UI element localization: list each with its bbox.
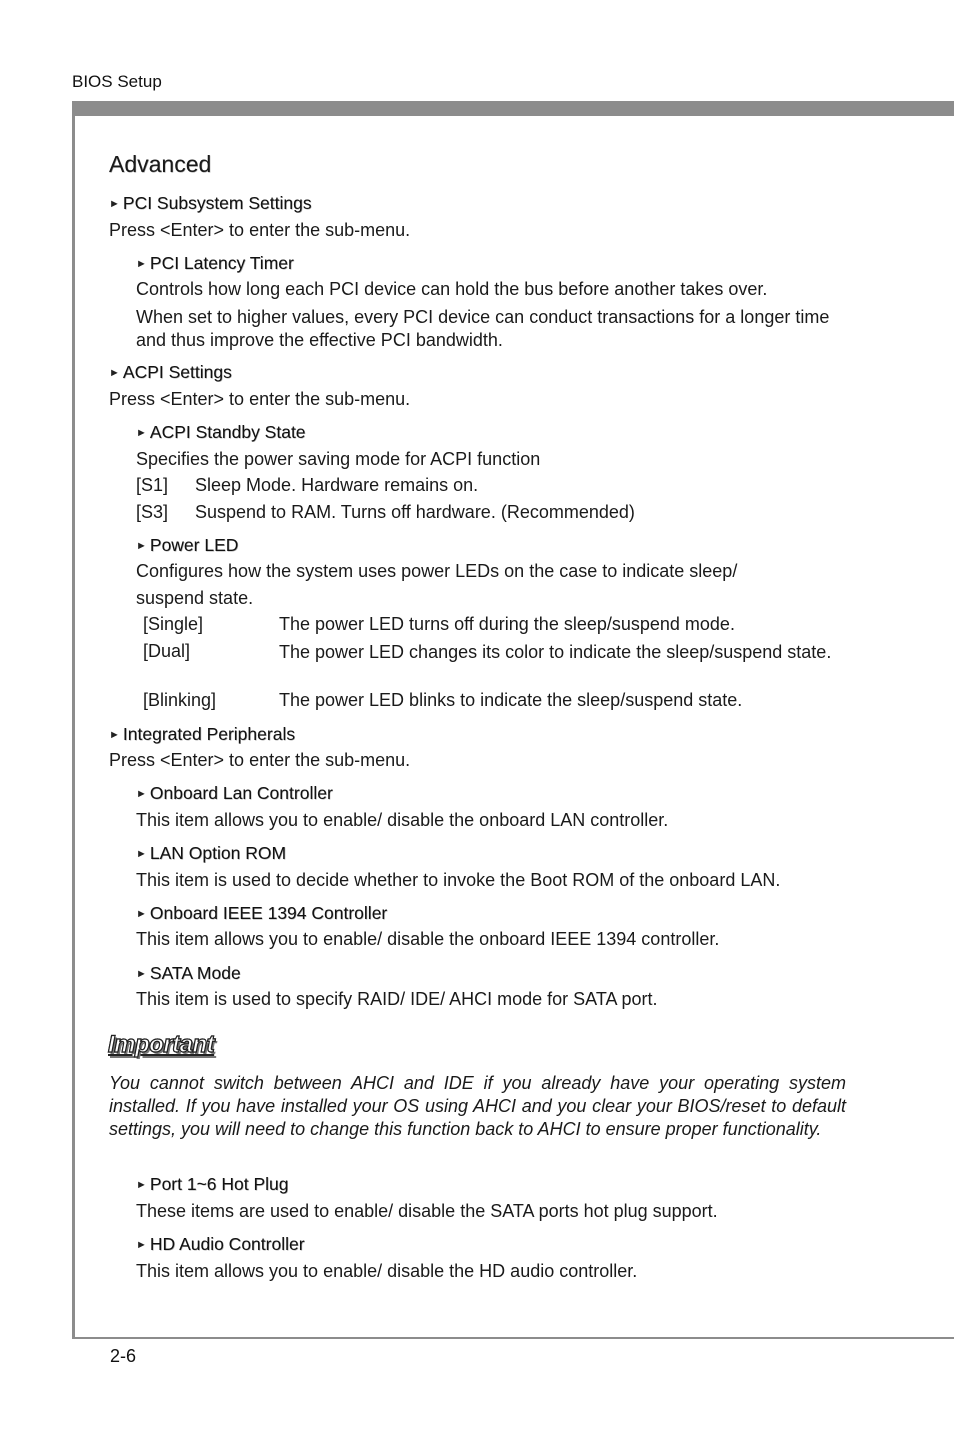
triangle-bullet-icon: ► xyxy=(136,908,147,920)
power-led-option-desc: The power LED changes its color to indicate the sleep/suspend state. xyxy=(279,642,832,662)
onboard-ieee1394-heading-label: Onboard IEEE 1394 Controller xyxy=(149,903,388,923)
power-led-text-line-1: Configures how the system uses power LEDs on the case to indicate sleep/ xyxy=(136,561,738,581)
port-hot-plug-heading-label: Port 1~6 Hot Plug xyxy=(149,1174,289,1194)
pci-latency-heading xyxy=(136,253,294,274)
onboard-ieee1394-heading xyxy=(136,903,387,924)
pci-latency-text-2: When set to higher values, every PCI device can conduct transactions for a longer time and thus improve the effective PCI bandwidth. xyxy=(136,307,830,350)
acpi-option-desc: Suspend to RAM. Turns off hardware. (Recommended) xyxy=(195,502,635,522)
triangle-bullet-icon: ► xyxy=(136,427,147,439)
important-title: Important xyxy=(108,1031,215,1058)
pci-subsystem-text: Press <Enter> to enter the sub-menu. xyxy=(109,220,411,240)
page-number: 2-6 xyxy=(110,1346,137,1366)
triangle-bullet-icon: ► xyxy=(136,788,147,800)
header-title: BIOS Setup xyxy=(72,72,162,91)
pci-latency-text-1: Controls how long each PCI device can hold the bus before another takes over. xyxy=(136,279,768,299)
power-led-heading xyxy=(136,535,238,556)
hd-audio-heading-label: HD Audio Controller xyxy=(149,1234,305,1254)
section-title: Advanced xyxy=(109,151,212,177)
integrated-peripherals-text: Press <Enter> to enter the sub-menu. xyxy=(109,750,411,770)
onboard-lan-text: This item allows you to enable/ disable the onboard LAN controller. xyxy=(136,810,669,830)
pci-latency-heading-label: PCI Latency Timer xyxy=(149,253,294,273)
hd-audio-heading xyxy=(136,1234,305,1255)
sata-mode-text: This item is used to specify RAID/ IDE/ AHCI mode for SATA port. xyxy=(136,989,658,1009)
triangle-bullet-icon: ► xyxy=(109,729,120,741)
onboard-lan-heading-label: Onboard Lan Controller xyxy=(149,783,333,803)
triangle-bullet-icon: ► xyxy=(136,968,147,980)
power-led-option-key: [Dual] xyxy=(143,641,191,661)
power-led-option-desc: The power LED turns off during the sleep/suspend mode. xyxy=(279,614,735,634)
triangle-bullet-icon: ► xyxy=(109,198,120,210)
triangle-bullet-icon: ► xyxy=(136,1239,147,1251)
important-text: You cannot switch between AHCI and IDE if you already have your operating system installed. If you have installed your OS using AHCI and you clear your BIOS/reset to default settings, you will need to change this function back to AHCI to ensure proper functionality. xyxy=(109,1073,846,1139)
sata-mode-heading-label: SATA Mode xyxy=(149,963,241,983)
lan-option-rom-heading-label: LAN Option ROM xyxy=(149,843,287,863)
acpi-settings-text: Press <Enter> to enter the sub-menu. xyxy=(109,389,411,409)
power-led-text-line-2: suspend state. xyxy=(136,588,254,608)
power-led-option-desc: The power LED blinks to indicate the sleep/suspend state. xyxy=(279,690,743,710)
lan-option-rom-heading xyxy=(136,843,286,864)
pci-subsystem-heading xyxy=(109,193,312,214)
power-led-option-key: [Single] xyxy=(143,614,204,634)
acpi-settings-heading-label: ACPI Settings xyxy=(122,362,232,382)
top-bar xyxy=(72,101,954,116)
acpi-option-desc: Sleep Mode. Hardware remains on. xyxy=(195,475,479,495)
onboard-lan-heading xyxy=(136,783,333,804)
integrated-peripherals-heading-label: Integrated Peripherals xyxy=(122,724,296,744)
triangle-bullet-icon: ► xyxy=(109,367,120,379)
acpi-standby-heading-label: ACPI Standby State xyxy=(149,422,306,442)
sata-mode-heading xyxy=(136,963,241,984)
integrated-peripherals-heading xyxy=(109,724,295,745)
port-hot-plug-heading xyxy=(136,1174,289,1195)
power-led-option-key: [Blinking] xyxy=(143,690,217,710)
triangle-bullet-icon: ► xyxy=(136,258,147,270)
acpi-option-key: [S3] xyxy=(136,502,169,522)
triangle-bullet-icon: ► xyxy=(136,540,147,552)
acpi-settings-heading xyxy=(109,362,232,383)
acpi-standby-heading xyxy=(136,422,306,443)
acpi-option-key: [S1] xyxy=(136,475,169,495)
triangle-bullet-icon: ► xyxy=(136,1179,147,1191)
bottom-rule xyxy=(72,1337,954,1339)
onboard-ieee1394-text: This item allows you to enable/ disable the onboard IEEE 1394 controller. xyxy=(136,929,720,949)
triangle-bullet-icon: ► xyxy=(136,848,147,860)
port-hot-plug-text: These items are used to enable/ disable the SATA ports hot plug support. xyxy=(136,1201,718,1221)
power-led-heading-label: Power LED xyxy=(149,535,239,555)
lan-option-rom-text: This item is used to decide whether to invoke the Boot ROM of the onboard LAN. xyxy=(136,870,781,890)
hd-audio-text: This item allows you to enable/ disable the HD audio controller. xyxy=(136,1261,638,1281)
left-rule xyxy=(72,101,75,1339)
acpi-standby-text: Specifies the power saving mode for ACPI function xyxy=(136,449,541,469)
pci-subsystem-heading-label: PCI Subsystem Settings xyxy=(122,193,312,213)
